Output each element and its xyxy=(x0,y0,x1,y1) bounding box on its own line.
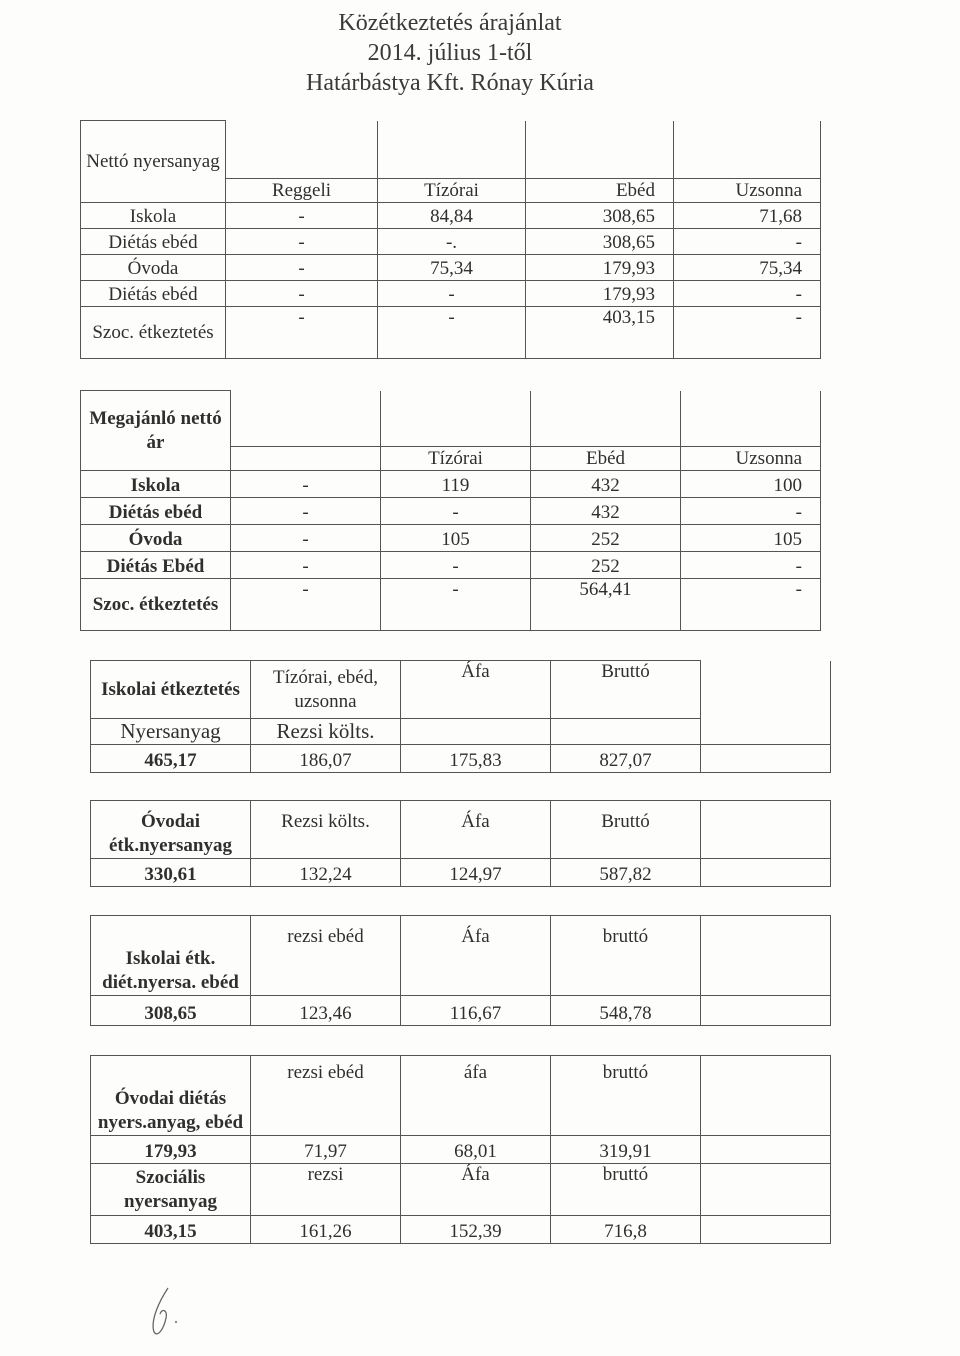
column-header: rezsi xyxy=(251,1164,401,1216)
empty-cell xyxy=(681,391,821,447)
table-cell: 68,01 xyxy=(401,1136,551,1164)
table-cell: 432 xyxy=(531,471,681,498)
table-cell: 465,17 xyxy=(91,745,251,773)
column-header: Ebéd xyxy=(526,179,674,203)
table-row xyxy=(91,996,831,1026)
table-cell: 252 xyxy=(531,525,681,552)
row-label: Szoc. étkeztetés xyxy=(81,579,231,631)
table-cell: 308,65 xyxy=(526,203,674,229)
column-header: Áfa xyxy=(401,916,551,996)
column-header: Tízórai xyxy=(378,179,526,203)
empty-cell xyxy=(701,1056,831,1136)
empty-cell xyxy=(531,391,681,447)
column-header: bruttó xyxy=(551,1056,701,1136)
column-header: Áfa xyxy=(401,801,551,859)
table-row xyxy=(81,552,821,579)
column-header: Bruttó xyxy=(551,801,701,859)
ovodai-dietas-szocialis-table xyxy=(90,1055,831,1244)
empty-cell xyxy=(701,1136,831,1164)
empty-cell xyxy=(378,121,526,179)
table-cell: - xyxy=(674,281,821,307)
document-title: Közétkeztetés árajánlat xyxy=(338,10,562,36)
column-header: bruttó xyxy=(551,916,701,996)
row-label: Óvoda xyxy=(81,255,226,281)
row-label: Diétás ebéd xyxy=(81,229,226,255)
table-cell: 119 xyxy=(381,471,531,498)
table-row xyxy=(91,859,831,887)
table-cell: - xyxy=(378,281,526,307)
column-header: Tízórai, ebéd, uzsonna xyxy=(251,661,401,719)
section-title: Iskolai étkeztetés xyxy=(91,661,251,719)
section-title: Óvodai étk.nyersanyag xyxy=(91,801,251,859)
column-header: rezsi ebéd xyxy=(251,916,401,996)
table-cell: - xyxy=(231,579,381,631)
empty-cell xyxy=(701,801,831,859)
table-cell: 161,26 xyxy=(251,1216,401,1244)
table-corner-label: Nettó nyersanyag xyxy=(81,121,226,203)
table-cell: 123,46 xyxy=(251,996,401,1026)
table-cell: - xyxy=(231,498,381,525)
table-cell: 548,78 xyxy=(551,996,701,1026)
column-header: Uzsonna xyxy=(681,447,821,471)
table-cell: - xyxy=(674,307,821,359)
row-label: Diétás ebéd xyxy=(81,498,231,525)
row-label: Iskola xyxy=(81,471,231,498)
table-row xyxy=(81,579,821,631)
table-row xyxy=(91,1136,831,1164)
table-cell: 252 xyxy=(531,552,681,579)
table-cell: - xyxy=(231,525,381,552)
table-cell: -. xyxy=(378,229,526,255)
table-row xyxy=(81,471,821,498)
table-cell: 132,24 xyxy=(251,859,401,887)
sub-header: Rezsi költs. xyxy=(251,719,401,745)
table-cell: - xyxy=(381,552,531,579)
table-cell: 75,34 xyxy=(674,255,821,281)
section-title: Iskolai étk. diét.nyersa. ebéd xyxy=(91,916,251,996)
ovodai-etk-table xyxy=(90,800,831,887)
table-cell: - xyxy=(674,229,821,255)
row-label: Diétás Ebéd xyxy=(81,552,231,579)
column-header: Áfa xyxy=(401,1164,551,1216)
column-header: áfa xyxy=(401,1056,551,1136)
table-cell: 152,39 xyxy=(401,1216,551,1244)
table-cell: 179,93 xyxy=(526,255,674,281)
table-cell: - xyxy=(681,579,821,631)
table-row xyxy=(81,229,821,255)
section-title: Szociális nyersanyag xyxy=(91,1164,251,1216)
table-cell: 186,07 xyxy=(251,745,401,773)
table-cell: - xyxy=(378,307,526,359)
table-cell: 71,97 xyxy=(251,1136,401,1164)
column-header: Tízórai xyxy=(381,447,531,471)
table-cell: - xyxy=(226,203,378,229)
document-company: Határbástya Kft. Rónay Kúria xyxy=(306,70,594,96)
table-row xyxy=(81,525,821,552)
table-cell: 105 xyxy=(381,525,531,552)
column-header: Bruttó xyxy=(551,661,701,719)
row-label: Szoc. étkeztetés xyxy=(81,307,226,359)
table-cell: 319,91 xyxy=(551,1136,701,1164)
handwritten-signature xyxy=(140,1280,200,1340)
column-header: Rezsi költs. xyxy=(251,801,401,859)
table-row xyxy=(81,255,821,281)
table-row xyxy=(91,1216,831,1244)
table-cell: 564,41 xyxy=(531,579,681,631)
table-cell: - xyxy=(681,498,821,525)
table-cell: - xyxy=(226,255,378,281)
megajanlo-netto-ar-table xyxy=(80,390,821,631)
table-cell: 432 xyxy=(531,498,681,525)
table-cell: - xyxy=(226,281,378,307)
column-header: Áfa xyxy=(401,661,551,719)
table-cell: - xyxy=(681,552,821,579)
table-cell: 587,82 xyxy=(551,859,701,887)
table-cell: 716,8 xyxy=(551,1216,701,1244)
empty-cell xyxy=(401,719,551,745)
table-cell: 75,34 xyxy=(378,255,526,281)
row-label: Diétás ebéd xyxy=(81,281,226,307)
netto-nyersanyag-table xyxy=(80,120,821,359)
table-cell: - xyxy=(226,229,378,255)
empty-cell xyxy=(701,719,831,745)
table-row xyxy=(81,307,821,359)
column-header: rezsi ebéd xyxy=(251,1056,401,1136)
empty-cell xyxy=(551,719,701,745)
empty-cell xyxy=(701,1164,831,1216)
table-row xyxy=(91,745,831,773)
table-cell: - xyxy=(381,579,531,631)
empty-cell xyxy=(526,121,674,179)
table-cell: 175,83 xyxy=(401,745,551,773)
column-header: bruttó xyxy=(551,1164,701,1216)
table-cell: 105 xyxy=(681,525,821,552)
table-cell: 827,07 xyxy=(551,745,701,773)
empty-cell xyxy=(231,391,381,447)
document-header xyxy=(240,8,660,98)
empty-cell xyxy=(381,391,531,447)
table-row xyxy=(81,498,821,525)
table-cell: - xyxy=(231,552,381,579)
iskolai-etkeztetes-table xyxy=(90,660,831,773)
table-corner-label: Megajánló nettó ár xyxy=(81,391,231,471)
table-cell: 71,68 xyxy=(674,203,821,229)
iskolai-diet-table xyxy=(90,915,831,1026)
document-date: 2014. július 1-től xyxy=(367,40,533,66)
column-header: Uzsonna xyxy=(674,179,821,203)
table-cell: - xyxy=(226,307,378,359)
sub-label: Nyersanyag xyxy=(91,719,251,745)
table-cell: 84,84 xyxy=(378,203,526,229)
empty-cell xyxy=(674,121,821,179)
table-cell: - xyxy=(381,498,531,525)
table-cell: 124,97 xyxy=(401,859,551,887)
table-cell: 403,15 xyxy=(91,1216,251,1244)
empty-cell xyxy=(701,996,831,1026)
empty-cell xyxy=(701,661,831,719)
table-cell: 330,61 xyxy=(91,859,251,887)
column-header xyxy=(231,447,381,471)
table-cell: 179,93 xyxy=(91,1136,251,1164)
table-cell: 116,67 xyxy=(401,996,551,1026)
table-cell: 308,65 xyxy=(91,996,251,1026)
column-header: Ebéd xyxy=(531,447,681,471)
table-cell: 403,15 xyxy=(526,307,674,359)
table-row xyxy=(81,281,821,307)
table-cell: - xyxy=(231,471,381,498)
row-label: Óvoda xyxy=(81,525,231,552)
empty-cell xyxy=(701,916,831,996)
table-cell: 179,93 xyxy=(526,281,674,307)
row-label: Iskola xyxy=(81,203,226,229)
column-header: Reggeli xyxy=(226,179,378,203)
empty-cell xyxy=(701,745,831,773)
section-title: Óvodai diétás nyers.anyag, ebéd xyxy=(91,1056,251,1136)
empty-cell xyxy=(701,1216,831,1244)
empty-cell xyxy=(226,121,378,179)
table-cell: 308,65 xyxy=(526,229,674,255)
table-row xyxy=(81,203,821,229)
empty-cell xyxy=(701,859,831,887)
table-cell: 100 xyxy=(681,471,821,498)
